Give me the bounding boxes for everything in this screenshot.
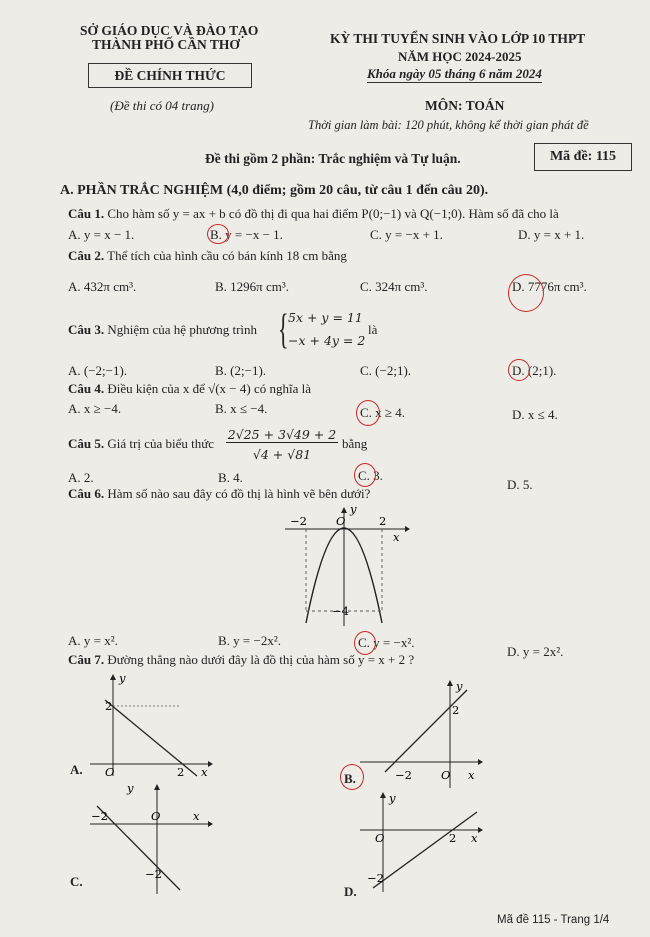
x-label: x (193, 809, 200, 823)
q5-option-b[interactable]: B. 4. (218, 470, 243, 485)
question-label: Câu 5. (68, 436, 105, 451)
system-brace: { (278, 305, 289, 353)
page-footer: Mã đề 115 - Trang 1/4 (497, 914, 610, 926)
question-7 (68, 652, 414, 668)
y-axis-arrow (380, 792, 386, 798)
fraction-numerator: 2√25 + 3√49 + 2 (227, 427, 337, 442)
question-label: Câu 7. (68, 652, 105, 667)
q4-option-d[interactable]: D. x ≤ 4. (512, 407, 558, 422)
tick-label: −2 (145, 867, 162, 881)
origin-label: O (375, 831, 385, 845)
graph-a-label: A. (70, 762, 83, 777)
question-text: Cho hàm số y = ax + b có đồ thị đi qua hai điểm P(0;−1) và Q(−1;0). Hàm số đã cho là (107, 206, 559, 221)
pages-note: (Đề thi có 04 trang) (110, 98, 214, 113)
y-axis-arrow (341, 507, 347, 513)
question-text: Thể tích của hình cầu có bán kính 18 cm bằng (107, 248, 347, 263)
answer-mark-circle (207, 224, 229, 244)
question-label: Câu 4. (68, 381, 105, 396)
q3-option-c[interactable]: C. (−2;1). (360, 363, 412, 378)
q6-option-c[interactable]: C. y = −x². (358, 635, 415, 650)
tick-label: 2 (379, 514, 387, 528)
y-axis-arrow (447, 680, 453, 686)
x-label: x (393, 530, 400, 544)
tick-label: 2 (449, 831, 457, 845)
x-axis-arrow (405, 526, 410, 532)
origin-label: O (441, 768, 451, 782)
q1-option-b[interactable]: B. y = −x − 1. (210, 227, 283, 242)
question-text: Giá trị của biểu thức (107, 436, 215, 451)
question-label: Câu 1. (68, 206, 105, 221)
x-axis-arrow (478, 759, 483, 765)
graph-d (355, 790, 485, 895)
q2-option-a[interactable]: A. 432π cm³. (68, 279, 137, 294)
q3-option-a[interactable]: A. (−2;−1). (68, 363, 128, 378)
question-5 (68, 436, 214, 452)
graph-b (355, 678, 485, 793)
x-label: x (471, 831, 478, 845)
origin-label: O (151, 809, 161, 823)
tick-label: −2 (290, 514, 307, 528)
y-axis-arrow (110, 674, 116, 680)
department-line-2: THÀNH PHỐ CẦN THƠ (92, 37, 240, 52)
graph-c-label: C. (70, 874, 83, 889)
answer-mark-circle (508, 274, 544, 312)
y-label: y (389, 791, 396, 805)
q6-option-b[interactable]: B. y = −2x². (218, 633, 281, 648)
graph-d-label: D. (344, 884, 357, 899)
question-tail: là (368, 322, 378, 337)
q2-option-d[interactable]: D. 7776π cm³. (512, 279, 587, 294)
line-graph (373, 812, 477, 888)
tick-label: 2 (177, 765, 185, 779)
question-text: Nghiệm của hệ phương trình (107, 322, 258, 337)
q3-option-b[interactable]: B. (2;−1). (215, 363, 267, 378)
tick-label: 2 (105, 699, 113, 713)
graph-a (85, 672, 215, 782)
question-label: Câu 2. (68, 248, 105, 263)
x-axis-arrow (478, 827, 483, 833)
system-eq-2: −x + 4y = 2 (288, 333, 366, 348)
y-label: y (456, 679, 463, 693)
subject: MÔN: TOÁN (425, 98, 505, 113)
question-6 (68, 486, 370, 502)
department-line-1: SỞ GIÁO DỤC VÀ ĐÀO TẠO (80, 23, 259, 38)
graph-c (85, 782, 215, 897)
tick-label: −2 (367, 871, 384, 885)
q4-option-a[interactable]: A. x ≥ −4. (68, 401, 122, 416)
y-label: y (127, 782, 134, 795)
question-3 (68, 322, 257, 338)
line-graph (97, 806, 180, 890)
question-label: Câu 3. (68, 322, 105, 337)
x-axis-arrow (208, 821, 213, 827)
q3-option-d[interactable]: D. (2;1). (512, 363, 557, 378)
q6-option-d[interactable]: D. y = 2x². (507, 644, 564, 659)
q1-option-d[interactable]: D. y = x + 1. (518, 227, 585, 242)
exam-date: Khóa ngày 05 tháng 6 năm 2024 (367, 66, 542, 81)
answer-mark-circle (354, 463, 376, 487)
time-limit: Thời gian làm bài: 120 phút, không kể thời gian phát đề (308, 118, 589, 132)
question-tail: bằng (342, 436, 368, 451)
q2-option-b[interactable]: B. 1296π cm³. (215, 279, 290, 294)
question-label: Câu 6. (68, 486, 105, 501)
fraction-denominator: √4 + √81 (252, 447, 312, 462)
answer-mark-circle (508, 359, 530, 381)
exam-code-box: Mã đề: 115 (534, 143, 632, 171)
school-year: NĂM HỌC 2024-2025 (398, 49, 522, 64)
q4-option-b[interactable]: B. x ≤ −4. (215, 401, 268, 416)
y-label: y (350, 503, 357, 516)
structure-note: Đề thi gồm 2 phần: Trắc nghiệm và Tự luận. (205, 151, 461, 166)
y-label: y (119, 672, 126, 685)
origin-label: O (336, 514, 346, 528)
q5-option-d[interactable]: D. 5. (507, 477, 533, 492)
tick-label: −2 (91, 809, 108, 823)
graph-b-label: B. (344, 771, 356, 786)
q1-option-c[interactable]: C. y = −x + 1. (370, 227, 443, 242)
question-text: Đường thẳng nào dưới đây là đồ thị của hàm số y = x + 2 ? (107, 652, 415, 667)
question-4 (68, 381, 311, 397)
q1-option-a[interactable]: A. y = x − 1. (68, 227, 135, 242)
official-badge: ĐỀ CHÍNH THỨC (88, 63, 252, 88)
q4-option-c[interactable]: C. x ≥ 4. (360, 405, 406, 420)
question-text: Điều kiện của x để √(x − 4) có nghĩa là (107, 381, 311, 396)
question-1 (68, 206, 559, 222)
q2-option-c[interactable]: C. 324π cm³. (360, 279, 428, 294)
q5-option-a[interactable]: A. 2. (68, 470, 94, 485)
x-label: x (468, 768, 475, 782)
tick-label: −2 (395, 768, 412, 782)
y-axis-arrow (154, 784, 160, 790)
parabola-figure (280, 503, 410, 628)
tick-label: 2 (452, 703, 460, 717)
q6-option-a[interactable]: A. y = x². (68, 633, 118, 648)
question-2 (68, 248, 347, 264)
answer-mark-circle (356, 400, 380, 426)
section-a-heading: A. PHẦN TRẮC NGHIỆM (4,0 điểm; gồm 20 câu, từ câu 1 đến câu 20). (60, 183, 489, 198)
q5-option-c[interactable]: C. 3. (358, 468, 383, 483)
exam-title: KỲ THI TUYỂN SINH VÀO LỚP 10 THPT (330, 31, 586, 46)
tick-label: −4 (332, 604, 349, 618)
origin-label: O (105, 765, 115, 779)
system-eq-1: 5x + y = 11 (288, 310, 363, 325)
question-text: Hàm số nào sau đây có đồ thị là hình vẽ bên dưới? (107, 486, 371, 501)
x-label: x (201, 765, 208, 779)
x-axis-arrow (208, 761, 213, 767)
